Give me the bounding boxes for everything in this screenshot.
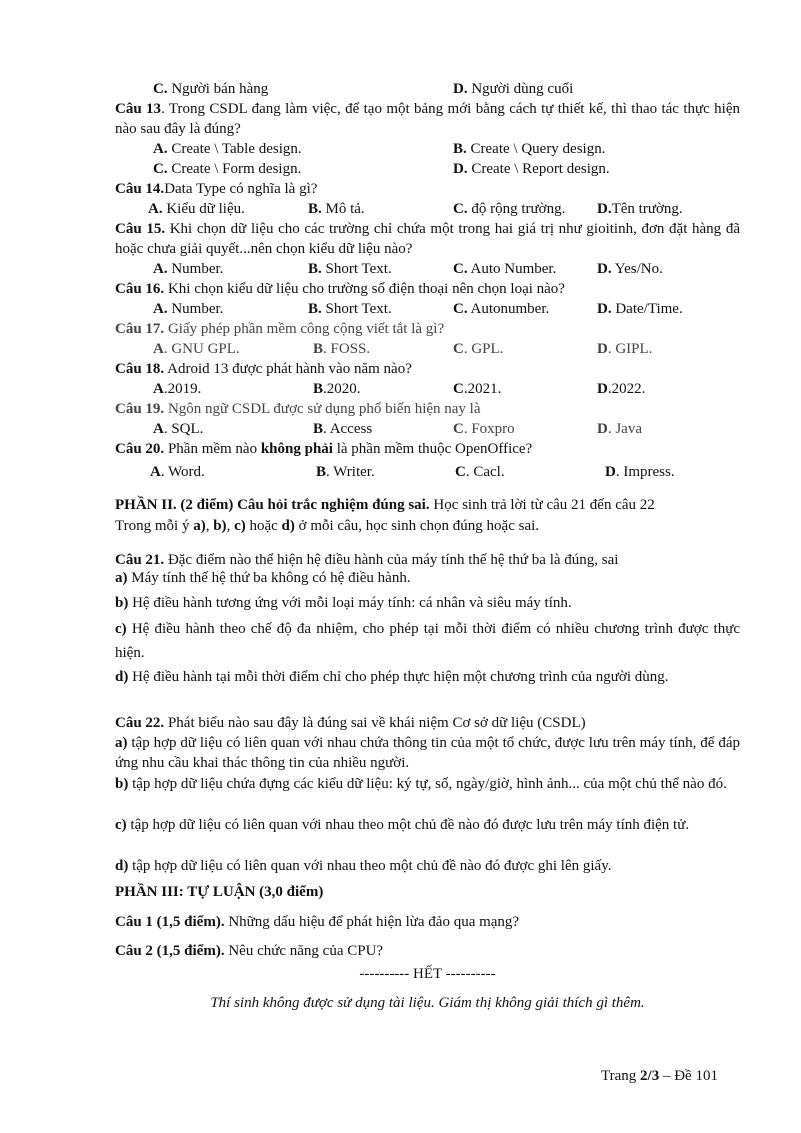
q22-statement-a: a) tập hợp dữ liệu có liên quan với nhau chứa thông tin của một tổ chức, được lưu trên máy tính, để đáp ứng nhu cầu khai thác thông tin của nhiều người. xyxy=(115,735,740,771)
essay-question-1: Câu 1 (1,5 điểm). Những dấu hiệu để phát hiện lừa đảo qua mạng? xyxy=(115,914,520,930)
part3-heading: PHẦN III: TỰ LUẬN (3,0 điểm) xyxy=(115,884,324,900)
q19-option-b: B. Access xyxy=(313,421,373,437)
q13-option-c: C. Create \ Form design. xyxy=(153,161,302,177)
q20-stem: Câu 20. Phần mềm nào không phải là phần mềm thuộc OpenOffice? xyxy=(115,441,533,457)
q12-option-d: D. Người dùng cuối xyxy=(453,81,574,97)
part2-instructions: Trong mỗi ý a), b), c) hoặc d) ở mỗi câu, học sinh chọn đúng hoặc sai. xyxy=(115,518,540,534)
q22-stem: Câu 22. Phát biểu nào sau đây là đúng sai về khái niệm Cơ sở dữ liệu (CSDL) xyxy=(115,715,586,731)
end-mark: ---------- HẾT ---------- xyxy=(359,966,496,982)
q21-statement-b: b) Hệ điều hành tương ứng với mỗi loại máy tính: cá nhân và siêu máy tính. xyxy=(115,595,572,611)
q15-option-c: C. Auto Number. xyxy=(453,261,557,277)
q15-option-d: D. Yes/No. xyxy=(597,261,663,277)
q20-option-c: C. Cacl. xyxy=(455,464,505,480)
q22-statement-c: c) tập hợp dữ liệu có liên quan với nhau theo một chủ đề nào đó được lưu trên máy tính điện tử. xyxy=(115,817,690,833)
q18-stem: Câu 18. Adroid 13 được phát hành vào năm nào? xyxy=(115,361,412,377)
q16-option-c: C. Autonumber. xyxy=(453,301,550,317)
page-footer: Trang 2/3 – Đề 101 xyxy=(601,1068,718,1084)
q17-option-a: A. GNU GPL. xyxy=(153,341,240,357)
q18-option-c: C.2021. xyxy=(453,381,502,397)
q17-stem: Câu 17. Giấy phép phần mềm công cộng viết tắt là gì? xyxy=(115,321,445,337)
q17-option-c: C. GPL. xyxy=(453,341,504,357)
q21-statement-c: c) Hệ điều hành theo chế độ đa nhiệm, cho phép tại mỗi thời điểm có nhiều chương trình được thực hiện. xyxy=(115,621,740,661)
q20-option-d: D. Impress. xyxy=(605,464,675,480)
part2-heading: PHẦN II. (2 điểm) Câu hỏi trắc nghiệm đúng sai. Học sinh trả lời từ câu 21 đến câu 22 xyxy=(115,497,655,513)
q17-option-d: D. GIPL. xyxy=(597,341,653,357)
essay-question-2: Câu 2 (1,5 điểm). Nêu chức năng của CPU? xyxy=(115,943,384,959)
q19-option-a: A. SQL. xyxy=(153,421,204,437)
q16-option-a: A. Number. xyxy=(153,301,224,317)
q12-option-c: C. Người bán hàng xyxy=(153,81,269,97)
q14-option-b: B. Mô tả. xyxy=(308,201,365,217)
q13-option-a: A. Create \ Table design. xyxy=(153,141,302,157)
q16-stem: Câu 16. Khi chọn kiểu dữ liệu cho trường số điện thoại nên chọn loại nào? xyxy=(115,281,565,297)
q14-option-d: D.Tên trường. xyxy=(597,201,683,217)
q21-stem: Câu 21. Đặc điểm nào thể hiện hệ điều hành của máy tính thế hệ thứ ba là đúng, sai xyxy=(115,552,619,568)
q14-option-a: A. Kiểu dữ liệu. xyxy=(148,201,245,217)
q13-option-d: D. Create \ Report design. xyxy=(453,161,610,177)
q19-stem: Câu 19. Ngôn ngữ CSDL được sử dụng phổ biến hiện nay là xyxy=(115,401,481,417)
q16-option-b: B. Short Text. xyxy=(308,301,392,317)
q18-option-d: D.2022. xyxy=(597,381,646,397)
q18-option-b: B.2020. xyxy=(313,381,361,397)
q17-option-b: B. FOSS. xyxy=(313,341,371,357)
q20-option-b: B. Writer. xyxy=(316,464,375,480)
q15-stem: Câu 15. Khi chọn dữ liệu cho các trường chỉ chứa một trong hai giá trị như gioitinh, đơn đặt hàng đã hoặc chưa giải quyết...nên chọn kiểu dữ liệu nào? xyxy=(115,221,740,257)
q14-stem: Câu 14.Data Type có nghĩa là gì? xyxy=(115,181,318,197)
q18-option-a: A.2019. xyxy=(153,381,202,397)
q14-option-c: C. độ rộng trường. xyxy=(453,201,566,217)
q13-stem: Câu 13. Trong CSDL đang làm việc, để tạo một bảng mới bằng cách tự thiết kế, thì thao tác thực hiện nào sau đây là đúng? xyxy=(115,101,740,137)
q15-option-b: B. Short Text. xyxy=(308,261,392,277)
q19-option-c: C. Foxpro xyxy=(453,421,515,437)
q15-option-a: A. Number. xyxy=(153,261,224,277)
exam-note: Thí sinh không được sử dụng tài liệu. Giám thị không giải thích gì thêm. xyxy=(210,995,645,1011)
q22-statement-d: d) tập hợp dữ liệu có liên quan với nhau theo một chủ đề nào đó được ghi lên giấy. xyxy=(115,858,612,874)
q20-option-a: A. Word. xyxy=(150,464,205,480)
q22-statement-b: b) tập hợp dữ liệu chứa đựng các kiểu dữ liệu: ký tự, số, ngày/giờ, hình ảnh... của một chủ thể nào đó. xyxy=(115,776,727,792)
q13-option-b: B. Create \ Query design. xyxy=(453,141,606,157)
q21-statement-d: d) Hệ điều hành tại mỗi thời điểm chỉ cho phép thực hiện một chương trình của người dùng. xyxy=(115,669,669,685)
q21-statement-a: a) Máy tính thế hệ thứ ba không có hệ điều hành. xyxy=(115,570,411,586)
q19-option-d: D. Java xyxy=(597,421,642,437)
q16-option-d: D. Date/Time. xyxy=(597,301,683,317)
